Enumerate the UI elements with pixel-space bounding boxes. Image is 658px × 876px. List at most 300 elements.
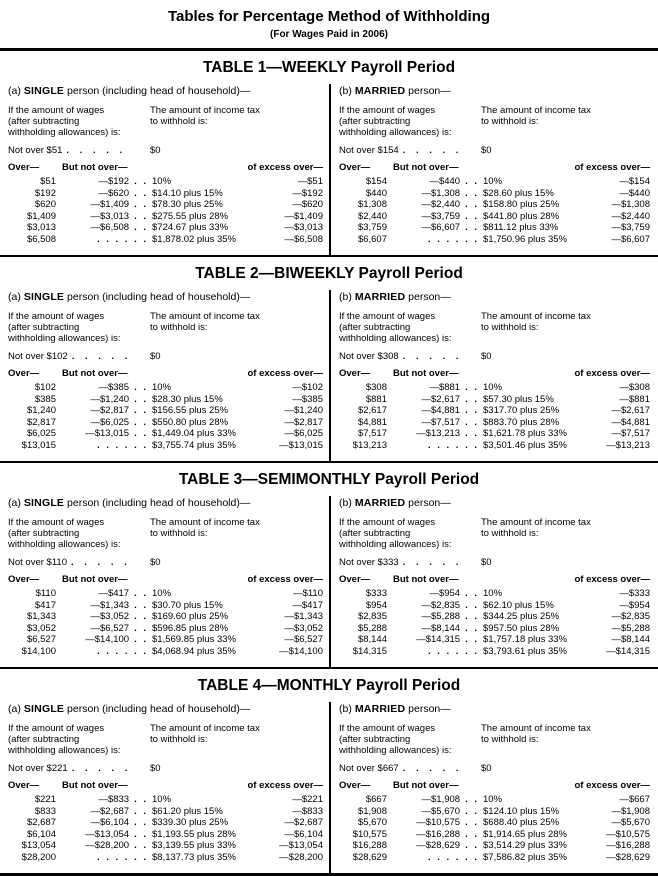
dot-leader: . . bbox=[465, 187, 479, 199]
cell-mid bbox=[387, 646, 479, 658]
cell-but-not-over: —$13,213 bbox=[416, 428, 461, 439]
cell-mid bbox=[56, 840, 148, 852]
cell-over: $14,100 bbox=[21, 645, 56, 657]
table-row bbox=[339, 829, 650, 841]
cell-mid bbox=[56, 817, 148, 829]
wages-heading-line: (after subtracting bbox=[339, 116, 411, 127]
table-row bbox=[339, 588, 650, 600]
table-row bbox=[8, 600, 323, 612]
panel-married bbox=[329, 290, 658, 461]
table-row bbox=[8, 176, 323, 188]
tax-heading-line: to withhold is: bbox=[150, 116, 208, 127]
wages-heading-line: (after subtracting bbox=[339, 734, 411, 745]
cell-over: $6,607 bbox=[357, 233, 387, 245]
cell-over: $954 bbox=[365, 599, 387, 611]
cell-mid bbox=[387, 611, 479, 623]
cell-over: $13,015 bbox=[21, 439, 56, 451]
cell-excess-over: —$13,213 bbox=[606, 439, 650, 451]
cell-over: $13,054 bbox=[21, 840, 56, 851]
col-header-but-not-over: But not over— bbox=[62, 780, 128, 791]
table-row bbox=[8, 806, 323, 818]
table-row bbox=[8, 405, 323, 417]
cell-over: $6,508 bbox=[26, 233, 56, 245]
tax-heading-line: to withhold is: bbox=[150, 528, 208, 539]
tax-heading-line: to withhold is: bbox=[481, 528, 539, 539]
tax-heading-line: The amount of income tax bbox=[481, 517, 591, 528]
cell-tax-amount: $78.30 plus 25% bbox=[152, 199, 223, 210]
cell-tax-amount: $156.55 plus 25% bbox=[152, 405, 229, 416]
cell-mid bbox=[387, 634, 479, 646]
not-over-text: Not over $110 bbox=[8, 557, 67, 568]
cell-over: $620 bbox=[34, 199, 56, 210]
cell-excess-over: —$28,200 bbox=[279, 851, 323, 863]
not-over-left bbox=[8, 557, 150, 569]
cell-excess-over: —$4,881 bbox=[611, 416, 650, 428]
dot-leader: . . bbox=[465, 622, 479, 634]
cell-over: $5,670 bbox=[357, 817, 387, 828]
table-row bbox=[8, 646, 323, 658]
panel-tag: (b) bbox=[339, 497, 352, 509]
table-row bbox=[339, 646, 650, 658]
cell-but-not-over: —$2,687 bbox=[90, 805, 130, 817]
cell-tax-amount: $8,137.73 plus 35% bbox=[152, 851, 236, 863]
cell-excess-over: —$5,670 bbox=[611, 817, 650, 828]
cell-mid bbox=[387, 588, 479, 600]
cell-over: $221 bbox=[34, 794, 56, 805]
cell-but-not-over: —$417 bbox=[98, 588, 130, 599]
not-over-line bbox=[8, 351, 323, 363]
not-over-left bbox=[8, 145, 150, 157]
panel-headings bbox=[8, 517, 323, 550]
not-over-line bbox=[339, 351, 650, 363]
cell-over: $102 bbox=[34, 382, 56, 393]
cell-tax-amount: $688.40 plus 25% bbox=[483, 817, 560, 828]
cell-over: $16,288 bbox=[352, 840, 387, 851]
table-title: TABLE 1—WEEKLY Payroll Period bbox=[202, 59, 456, 76]
cell-excess-over: —$7,517 bbox=[611, 428, 650, 439]
tax-heading bbox=[481, 723, 650, 756]
cell-excess-over: —$51 bbox=[297, 176, 323, 187]
cell-mid bbox=[56, 623, 148, 635]
cell-excess-over: —$6,527 bbox=[284, 634, 323, 645]
cell-excess-over: —$1,343 bbox=[284, 611, 323, 622]
dot-leader: . . . . . bbox=[71, 351, 132, 362]
panel-label bbox=[8, 497, 323, 510]
cell-tax-amount: $169.60 plus 25% bbox=[152, 611, 229, 622]
cell-tax-amount: $28.60 plus 15% bbox=[483, 187, 554, 199]
dot-leader: . . bbox=[134, 634, 148, 645]
panel-status-name: MARRIED bbox=[354, 85, 406, 97]
cell-tax-amount: $957.50 plus 28% bbox=[483, 622, 560, 634]
cell-excess-over: —$440 bbox=[619, 187, 650, 199]
cell-but-not-over: —$3,759 bbox=[421, 210, 461, 222]
column-headers bbox=[339, 574, 650, 586]
table-row bbox=[8, 840, 323, 852]
table-row bbox=[8, 794, 323, 806]
wages-heading-line: If the amount of wages bbox=[8, 105, 105, 116]
cell-but-not-over: —$5,670 bbox=[421, 805, 461, 817]
cell-over: $51 bbox=[40, 176, 56, 187]
table-panels bbox=[0, 290, 658, 461]
not-over-text: Not over $51 bbox=[8, 145, 63, 156]
cell-excess-over: —$3,759 bbox=[611, 222, 650, 233]
tax-heading-line: The amount of income tax bbox=[150, 517, 260, 528]
table-row bbox=[339, 817, 650, 829]
cell-tax-amount: $57.30 plus 15% bbox=[483, 393, 554, 405]
tax-heading-line: The amount of income tax bbox=[150, 105, 260, 116]
panel-married bbox=[329, 84, 658, 255]
cell-over: $833 bbox=[34, 805, 56, 817]
table-row bbox=[8, 417, 323, 429]
tax-heading bbox=[481, 517, 650, 550]
table-row bbox=[339, 600, 650, 612]
cell-mid bbox=[56, 188, 148, 200]
table-row bbox=[339, 199, 650, 211]
cell-tax-amount: $4,068.94 plus 35% bbox=[152, 645, 236, 657]
dot-leader: . . bbox=[465, 588, 479, 599]
cell-excess-over: —$192 bbox=[292, 187, 323, 199]
panel-headings bbox=[8, 723, 323, 756]
wages-heading-line: (after subtracting bbox=[339, 322, 411, 333]
panel-label bbox=[8, 703, 323, 716]
cell-but-not-over: —$440 bbox=[429, 176, 461, 187]
cell-but-not-over: —$16,288 bbox=[416, 828, 461, 840]
not-over-line bbox=[339, 557, 650, 569]
cell-but-not-over: —$3,013 bbox=[90, 210, 130, 222]
cell-excess-over: —$881 bbox=[619, 393, 650, 405]
dot-leader: . . bbox=[134, 805, 148, 817]
table-row bbox=[339, 611, 650, 623]
table-row bbox=[8, 382, 323, 394]
table-row bbox=[8, 234, 323, 246]
cell-mid bbox=[56, 646, 148, 658]
cell-mid bbox=[56, 588, 148, 600]
dot-leader: . . bbox=[465, 611, 479, 622]
col-header-excess: of excess over— bbox=[574, 780, 650, 791]
cell-tax-amount: $344.25 plus 25% bbox=[483, 611, 560, 622]
wages-heading-line: withholding allowances) is: bbox=[339, 745, 452, 756]
panel-status-name: MARRIED bbox=[354, 703, 406, 715]
cell-mid bbox=[56, 405, 148, 417]
column-headers bbox=[8, 574, 323, 586]
cell-excess-over: —$2,687 bbox=[284, 817, 323, 828]
cell-but-not-over: —$6,025 bbox=[90, 416, 130, 428]
table-row bbox=[339, 440, 650, 452]
not-over-amount: $0 bbox=[150, 763, 161, 774]
cell-over: $333 bbox=[365, 588, 387, 599]
table-title: TABLE 2—BIWEEKLY Payroll Period bbox=[195, 265, 463, 282]
col-header-over: Over— bbox=[339, 780, 371, 791]
panel-married bbox=[329, 496, 658, 667]
col-header-but-not-over: But not over— bbox=[393, 780, 459, 791]
not-over-text: Not over $102 bbox=[8, 351, 68, 362]
cell-excess-over: —$14,100 bbox=[279, 645, 323, 657]
cell-mid bbox=[56, 852, 148, 864]
cell-over: $154 bbox=[365, 176, 387, 187]
col-header-over: Over— bbox=[339, 368, 371, 379]
cell-but-not-over: —$833 bbox=[98, 794, 130, 805]
wages-heading-line: If the amount of wages bbox=[339, 311, 436, 322]
cell-excess-over: —$2,817 bbox=[284, 416, 323, 428]
col-header-but-not-over: But not over— bbox=[393, 368, 459, 379]
cell-tax-amount: $317.70 plus 25% bbox=[483, 405, 560, 416]
dot-leader: . . . . . bbox=[70, 557, 131, 568]
tax-heading-line: The amount of income tax bbox=[481, 723, 591, 734]
not-over-line bbox=[8, 145, 323, 157]
cell-but-not-over: —$7,517 bbox=[421, 416, 461, 428]
cell-mid bbox=[56, 794, 148, 806]
cell-tax-amount: $61.20 plus 15% bbox=[152, 805, 223, 817]
cell-mid bbox=[56, 176, 148, 188]
cell-over: $28,200 bbox=[21, 851, 56, 863]
cell-over: $6,025 bbox=[26, 428, 56, 439]
cell-but-not-over: —$6,527 bbox=[90, 622, 130, 634]
cell-but-not-over: —$28,629 bbox=[416, 840, 461, 851]
cell-but-not-over: —$13,054 bbox=[85, 828, 130, 840]
panel-label-suffix: person (including head of household)— bbox=[64, 85, 251, 97]
tax-heading-line: The amount of income tax bbox=[481, 311, 591, 322]
not-over-line bbox=[339, 763, 650, 775]
cell-excess-over: —$6,607 bbox=[611, 233, 650, 245]
cell-tax-amount: $7,586.82 plus 35% bbox=[483, 851, 567, 863]
col-header-over: Over— bbox=[339, 574, 371, 585]
table-row bbox=[339, 222, 650, 234]
dot-leader: . . bbox=[465, 817, 479, 828]
table-title: TABLE 4—MONTHLY Payroll Period bbox=[197, 677, 461, 694]
not-over-amount: $0 bbox=[150, 351, 161, 362]
panel-label bbox=[8, 291, 323, 304]
cell-but-not-over: —$28,200 bbox=[85, 840, 130, 851]
cell-tax-amount: $3,793.61 plus 35% bbox=[483, 645, 567, 657]
cell-over: $417 bbox=[34, 599, 56, 611]
table-row bbox=[339, 794, 650, 806]
page-subtitle: (For Wages Paid in 2006) bbox=[270, 29, 388, 40]
dot-leader: . . . . . . bbox=[427, 645, 479, 657]
dot-leader: . . . . . . bbox=[427, 851, 479, 863]
cell-excess-over: —$154 bbox=[619, 176, 650, 187]
dot-leader: . . . . . . bbox=[96, 233, 148, 245]
not-over-left bbox=[339, 763, 481, 775]
cell-excess-over: —$954 bbox=[619, 599, 650, 611]
table-section bbox=[0, 51, 658, 257]
dot-leader: . . bbox=[134, 828, 148, 840]
dot-leader: . . bbox=[134, 599, 148, 611]
cell-mid bbox=[56, 829, 148, 841]
cell-but-not-over: —$1,908 bbox=[421, 794, 461, 805]
col-header-excess: of excess over— bbox=[574, 162, 650, 173]
dot-leader: . . . . . . bbox=[427, 233, 479, 245]
cell-excess-over: —$5,288 bbox=[611, 622, 650, 634]
cell-tax-amount: 10% bbox=[483, 588, 503, 599]
column-headers bbox=[8, 780, 323, 792]
cell-tax-amount: $883.70 plus 28% bbox=[483, 416, 560, 428]
cell-tax-amount: $3,139.55 plus 33% bbox=[152, 840, 236, 851]
dot-leader: . . bbox=[465, 840, 479, 851]
cell-mid bbox=[387, 211, 479, 223]
wages-heading bbox=[8, 517, 150, 550]
cell-tax-amount: $1,750.96 plus 35% bbox=[483, 233, 567, 245]
tax-heading-line: to withhold is: bbox=[150, 322, 208, 333]
cell-tax-amount: 10% bbox=[152, 588, 172, 599]
wages-heading-line: If the amount of wages bbox=[339, 723, 436, 734]
table-row bbox=[339, 417, 650, 429]
cell-but-not-over: —$954 bbox=[429, 588, 461, 599]
cell-tax-amount: 10% bbox=[152, 382, 172, 393]
table-row bbox=[8, 222, 323, 234]
cell-excess-over: —$833 bbox=[292, 805, 323, 817]
cell-over: $110 bbox=[35, 588, 56, 599]
tax-heading bbox=[481, 311, 650, 344]
cell-over: $192 bbox=[34, 187, 56, 199]
cell-mid bbox=[56, 234, 148, 246]
cell-mid bbox=[56, 382, 148, 394]
column-headers bbox=[339, 162, 650, 174]
cell-tax-amount: $28.30 plus 15% bbox=[152, 393, 223, 405]
panel-single bbox=[0, 496, 329, 667]
cell-but-not-over: —$6,508 bbox=[90, 222, 130, 233]
cell-excess-over: —$2,440 bbox=[611, 210, 650, 222]
table-row bbox=[339, 852, 650, 864]
panel-headings bbox=[339, 311, 650, 344]
dot-leader: . . bbox=[465, 382, 479, 393]
not-over-left bbox=[339, 557, 481, 569]
cell-mid bbox=[56, 199, 148, 211]
col-header-over: Over— bbox=[339, 162, 371, 173]
column-headers bbox=[339, 780, 650, 792]
panel-single bbox=[0, 290, 329, 461]
dot-leader: . . bbox=[134, 588, 148, 599]
dot-leader: . . bbox=[465, 416, 479, 428]
not-over-text: Not over $221 bbox=[8, 763, 68, 774]
col-header-over: Over— bbox=[8, 368, 40, 379]
cell-mid bbox=[387, 440, 479, 452]
tax-heading-line: to withhold is: bbox=[481, 322, 539, 333]
cell-mid bbox=[387, 428, 479, 440]
cell-tax-amount: $441.80 plus 28% bbox=[483, 210, 560, 222]
cell-mid bbox=[387, 222, 479, 234]
table-row bbox=[339, 234, 650, 246]
cell-excess-over: —$6,104 bbox=[284, 828, 323, 840]
cell-tax-amount: $158.80 plus 25% bbox=[483, 199, 560, 210]
cell-mid bbox=[56, 428, 148, 440]
panel-label-suffix: person (including head of household)— bbox=[64, 497, 251, 509]
table-panels bbox=[0, 84, 658, 255]
dot-leader: . . bbox=[465, 176, 479, 187]
cell-excess-over: —$1,308 bbox=[611, 199, 650, 210]
panel-tag: (b) bbox=[339, 703, 352, 715]
dot-leader: . . bbox=[134, 817, 148, 828]
dot-leader: . . bbox=[465, 805, 479, 817]
dot-leader: . . bbox=[465, 405, 479, 416]
wages-heading-line: If the amount of wages bbox=[339, 105, 436, 116]
table-row bbox=[339, 394, 650, 406]
cell-mid bbox=[387, 840, 479, 852]
panel-status-name: SINGLE bbox=[23, 703, 65, 715]
cell-excess-over: —$13,054 bbox=[279, 840, 323, 851]
cell-excess-over: —$221 bbox=[292, 794, 323, 805]
cell-excess-over: —$3,052 bbox=[284, 622, 323, 634]
cell-mid bbox=[56, 806, 148, 818]
dot-leader: . . . . . bbox=[402, 763, 463, 774]
table-row bbox=[8, 634, 323, 646]
cell-over: $881 bbox=[365, 393, 387, 405]
cell-but-not-over: —$2,835 bbox=[421, 599, 461, 611]
cell-but-not-over: —$6,607 bbox=[421, 222, 461, 233]
cell-mid bbox=[56, 611, 148, 623]
cell-mid bbox=[387, 852, 479, 864]
wages-heading-line: If the amount of wages bbox=[8, 517, 105, 528]
table-row bbox=[8, 440, 323, 452]
dot-leader: . . bbox=[134, 187, 148, 199]
tax-heading bbox=[481, 105, 650, 138]
cell-over: $13,213 bbox=[352, 439, 387, 451]
tables-container bbox=[0, 51, 658, 876]
table-row bbox=[339, 428, 650, 440]
cell-excess-over: —$385 bbox=[292, 393, 323, 405]
cell-but-not-over: —$1,409 bbox=[90, 199, 130, 210]
table-row bbox=[339, 405, 650, 417]
dot-leader: . . . . . . bbox=[96, 851, 148, 863]
cell-mid bbox=[387, 806, 479, 818]
table-panels bbox=[0, 496, 658, 667]
col-header-but-not-over: But not over— bbox=[62, 368, 128, 379]
wages-heading bbox=[8, 311, 150, 344]
not-over-left bbox=[339, 145, 481, 157]
cell-over: $667 bbox=[365, 794, 387, 805]
dot-leader: . . bbox=[134, 622, 148, 634]
cell-mid bbox=[387, 623, 479, 635]
wages-heading-line: If the amount of wages bbox=[8, 311, 105, 322]
col-header-over: Over— bbox=[8, 162, 40, 173]
cell-but-not-over: —$10,575 bbox=[416, 817, 461, 828]
wages-heading-line: (after subtracting bbox=[8, 322, 80, 333]
table-row bbox=[8, 829, 323, 841]
cell-over: $3,013 bbox=[26, 222, 56, 233]
cell-mid bbox=[387, 829, 479, 841]
cell-mid bbox=[56, 211, 148, 223]
cell-excess-over: —$2,835 bbox=[611, 611, 650, 622]
cell-mid bbox=[387, 394, 479, 406]
cell-excess-over: —$16,288 bbox=[606, 840, 650, 851]
col-header-but-not-over: But not over— bbox=[62, 574, 128, 585]
not-over-amount: $0 bbox=[481, 351, 492, 362]
cell-mid bbox=[56, 394, 148, 406]
cell-mid bbox=[56, 600, 148, 612]
dot-leader: . . . . . bbox=[402, 557, 463, 568]
tax-heading bbox=[150, 517, 323, 550]
dot-leader: . . bbox=[465, 393, 479, 405]
not-over-text: Not over $333 bbox=[339, 557, 399, 568]
panel-headings bbox=[8, 105, 323, 138]
cell-tax-amount: $62.10 plus 15% bbox=[483, 599, 554, 611]
cell-tax-amount: $3,755.74 plus 35% bbox=[152, 439, 236, 451]
cell-over: $4,881 bbox=[357, 416, 387, 428]
cell-mid bbox=[387, 417, 479, 429]
table-section bbox=[0, 257, 658, 463]
cell-over: $2,687 bbox=[26, 817, 56, 828]
dot-leader: . . bbox=[134, 199, 148, 210]
not-over-text: Not over $667 bbox=[339, 763, 399, 774]
cell-but-not-over: —$2,817 bbox=[90, 405, 130, 416]
tax-heading bbox=[150, 105, 323, 138]
cell-over: $308 bbox=[365, 382, 387, 393]
dot-leader: . . bbox=[465, 599, 479, 611]
panel-label-suffix: person— bbox=[405, 497, 451, 509]
tax-heading-line: to withhold is: bbox=[481, 116, 539, 127]
cell-but-not-over: —$13,015 bbox=[85, 428, 130, 439]
col-header-excess: of excess over— bbox=[574, 368, 650, 379]
dot-leader: . . bbox=[134, 794, 148, 805]
